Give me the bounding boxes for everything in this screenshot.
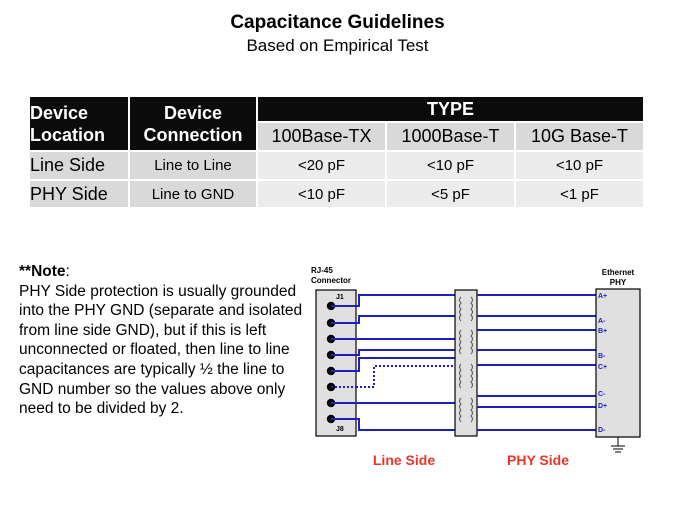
cell-value: <1 pF xyxy=(515,180,644,208)
line-side-label: Line Side xyxy=(372,452,436,468)
row-location: Line Side xyxy=(29,151,129,180)
header-type-100base-tx: 100Base-TX xyxy=(257,122,386,151)
note-text xyxy=(19,262,309,419)
svg-text:D+: D+ xyxy=(598,403,608,410)
ground-icon xyxy=(611,437,625,452)
phy-label: PHY xyxy=(609,278,627,287)
connector-label: RJ-45 xyxy=(311,266,333,275)
note-heading: **Note xyxy=(19,263,66,280)
rj45-connector xyxy=(316,290,356,436)
header-device-location: Device Location xyxy=(29,96,129,151)
svg-text:B-: B- xyxy=(598,353,606,360)
table-row xyxy=(29,151,644,180)
header-device-connection: Device Connection xyxy=(129,96,257,151)
svg-text:D-: D- xyxy=(598,427,606,434)
phy-side-label: PHY Side xyxy=(507,452,569,468)
page-subtitle: Based on Empirical Test xyxy=(246,36,429,55)
circuit-diagram xyxy=(300,262,650,477)
svg-text:A-: A- xyxy=(598,318,606,325)
table-row xyxy=(29,180,644,208)
svg-text:C+: C+ xyxy=(598,364,608,371)
header-type: TYPE xyxy=(257,96,644,122)
connector-label: Connector xyxy=(311,276,351,285)
note-colon: : xyxy=(65,263,70,280)
header-type-1000base-t: 1000Base-T xyxy=(386,122,515,151)
note-body: PHY Side protection is usually grounded into the PHY GND (separate and isolated from line side GND), but if this is left unconnected or floated, then line to line capacitances are typically ½ the line to GND number so the values above only need to be divided by 2. xyxy=(19,282,303,418)
phy-side-wires xyxy=(477,295,596,430)
row-connection: Line to Line xyxy=(129,151,257,180)
cell-value: <5 pF xyxy=(386,180,515,208)
cell-value: <20 pF xyxy=(257,151,386,180)
transformer xyxy=(455,290,477,436)
capacitance-table xyxy=(28,95,645,209)
cell-value: <10 pF xyxy=(515,151,644,180)
header-type-10gbase-t: 10G Base-T xyxy=(515,122,644,151)
pin-label-j1: J1 xyxy=(336,294,344,301)
page-title: Capacitance Guidelines xyxy=(230,12,445,33)
phy-label: Ethernet xyxy=(601,268,635,277)
svg-text:A+: A+ xyxy=(598,293,608,300)
svg-text:B+: B+ xyxy=(598,328,608,335)
line-side-wires xyxy=(356,295,455,430)
cell-value: <10 pF xyxy=(257,180,386,208)
svg-text:C-: C- xyxy=(598,391,606,398)
cell-value: <10 pF xyxy=(386,151,515,180)
row-connection: Line to GND xyxy=(129,180,257,208)
ethernet-phy xyxy=(596,289,640,437)
pin-label-j8: J8 xyxy=(336,426,344,433)
row-location: PHY Side xyxy=(29,180,129,208)
